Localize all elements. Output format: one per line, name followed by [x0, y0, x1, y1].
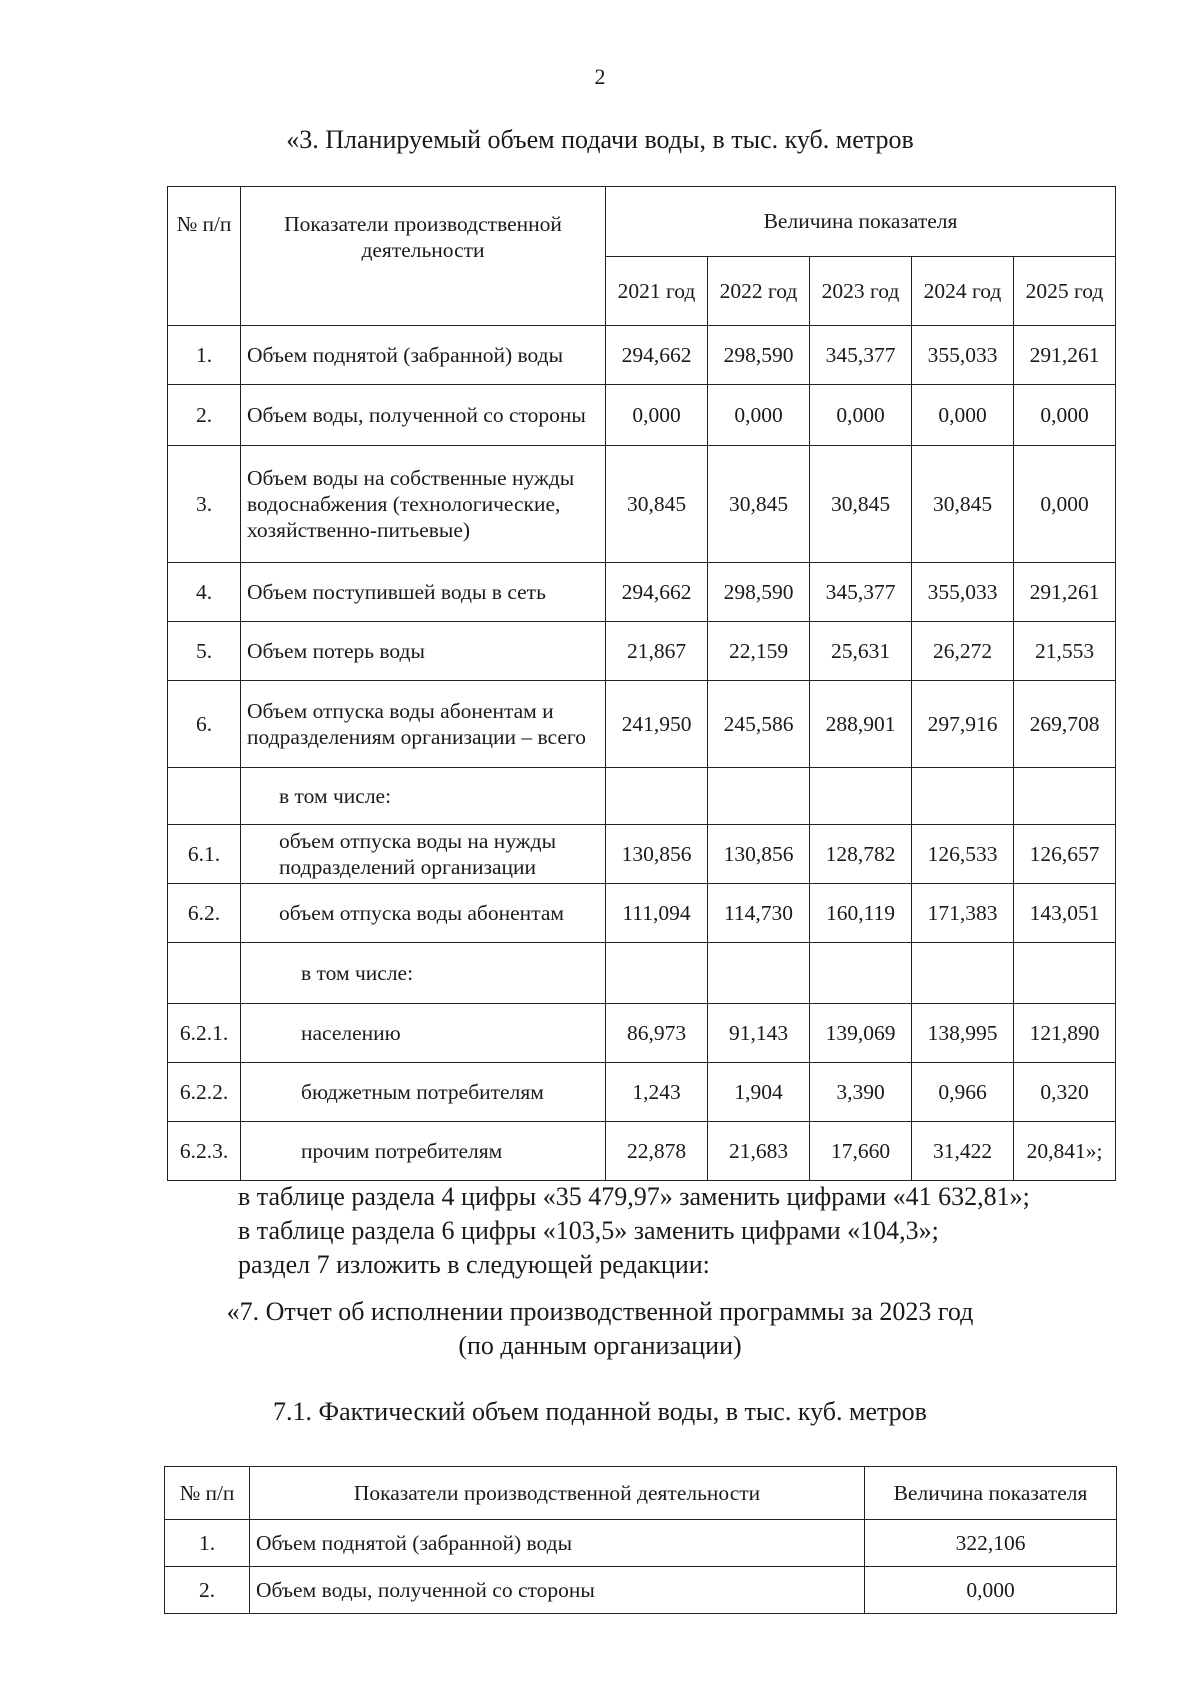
row-value: 269,708	[1014, 681, 1116, 768]
row-value: 22,159	[708, 622, 810, 681]
row-value: 130,856	[708, 825, 810, 884]
row-label: Объем потерь воды	[241, 622, 606, 681]
row-value	[1014, 943, 1116, 1004]
row-value: 143,051	[1014, 884, 1116, 943]
table-row	[168, 446, 1116, 563]
table-row	[168, 1004, 1116, 1063]
row-num: 6.2.1.	[168, 1004, 241, 1063]
row-value: 1,243	[606, 1063, 708, 1122]
row-label: в том числе:	[241, 943, 606, 1004]
row-label: Объем отпуска воды абонентам и подразделениям организации – всего	[241, 681, 606, 768]
row-value: 86,973	[606, 1004, 708, 1063]
row-value	[810, 768, 912, 825]
table-row	[168, 1122, 1116, 1181]
row-value: 0,000	[708, 385, 810, 446]
row-value: 298,590	[708, 563, 810, 622]
row-value: 345,377	[810, 326, 912, 385]
row-value: 22,878	[606, 1122, 708, 1181]
section-7-subtitle: (по данным организации)	[458, 1331, 742, 1360]
row-value: 139,069	[810, 1004, 912, 1063]
row-value: 0,000	[912, 385, 1014, 446]
actual-water-volume-table	[164, 1466, 1117, 1614]
header-indicator: Показатели производственной деятельности	[241, 187, 606, 326]
row-value: 21,553	[1014, 622, 1116, 681]
year-header: 2023 год	[810, 256, 912, 326]
row-value: 288,901	[810, 681, 912, 768]
row-label: объем отпуска воды абонентам	[241, 884, 606, 943]
row-value: 121,890	[1014, 1004, 1116, 1063]
table-row	[168, 943, 1116, 1004]
row-value: 21,867	[606, 622, 708, 681]
row-label: Объем поднятой (забранной) воды	[250, 1520, 865, 1567]
row-label: Объем поступившей воды в сеть	[241, 563, 606, 622]
row-label: Объем воды, полученной со стороны	[241, 385, 606, 446]
row-label: населению	[241, 1004, 606, 1063]
row-value: 298,590	[708, 326, 810, 385]
row-value: 294,662	[606, 326, 708, 385]
row-value: 0,000	[606, 385, 708, 446]
table-row	[168, 681, 1116, 768]
row-num: 3.	[168, 446, 241, 563]
row-value	[912, 943, 1014, 1004]
row-num: 2.	[165, 1567, 250, 1614]
row-value: 91,143	[708, 1004, 810, 1063]
row-value: 322,106	[865, 1520, 1117, 1567]
header-num: № п/п	[165, 1467, 250, 1520]
row-num: 1.	[165, 1520, 250, 1567]
section-3-title: «3. Планируемый объем подачи воды, в тыс. куб. метров	[286, 125, 914, 154]
row-num	[168, 943, 241, 1004]
row-value: 355,033	[912, 326, 1014, 385]
table-row	[168, 768, 1116, 825]
row-num: 6.	[168, 681, 241, 768]
row-value: 0,000	[1014, 385, 1116, 446]
table-row	[168, 825, 1116, 884]
paragraph: раздел 7 изложить в следующей редакции:	[238, 1250, 710, 1279]
row-num: 1.	[168, 326, 241, 385]
table-row	[168, 385, 1116, 446]
amendment-paragraphs	[238, 1180, 1030, 1282]
header-num: № п/п	[168, 187, 241, 326]
row-value: 3,390	[810, 1063, 912, 1122]
row-value: 160,119	[810, 884, 912, 943]
row-num: 5.	[168, 622, 241, 681]
row-label: прочим потребителям	[241, 1122, 606, 1181]
year-header: 2022 год	[708, 256, 810, 326]
year-header: 2025 год	[1014, 256, 1116, 326]
row-value	[708, 943, 810, 1004]
year-header: 2021 год	[606, 256, 708, 326]
row-value: 355,033	[912, 563, 1014, 622]
row-value: 30,845	[810, 446, 912, 563]
row-label: в том числе:	[241, 768, 606, 825]
row-num: 6.2.	[168, 884, 241, 943]
row-label: Объем воды на собственные нужды водоснабжения (технологические, хозяйственно-питьевые)	[241, 446, 606, 563]
row-value: 31,422	[912, 1122, 1014, 1181]
row-value: 297,916	[912, 681, 1014, 768]
planned-water-volume-table	[167, 186, 1116, 1181]
year-header: 2024 год	[912, 256, 1014, 326]
row-value: 30,845	[708, 446, 810, 563]
row-value	[606, 943, 708, 1004]
section-7-title: «7. Отчет об исполнении производственной программы за 2023 год	[226, 1297, 974, 1326]
row-value: 25,631	[810, 622, 912, 681]
section-7-1-title: 7.1. Фактический объем поданной воды, в тыс. куб. метров	[273, 1397, 927, 1426]
row-value: 291,261	[1014, 563, 1116, 622]
row-value: 294,662	[606, 563, 708, 622]
row-value	[912, 768, 1014, 825]
row-value: 0,320	[1014, 1063, 1116, 1122]
row-value: 26,272	[912, 622, 1014, 681]
header-value: Величина показателя	[606, 187, 1116, 257]
row-value	[810, 943, 912, 1004]
header-indicator: Показатели производственной деятельности	[250, 1467, 865, 1520]
row-value: 17,660	[810, 1122, 912, 1181]
paragraph: в таблице раздела 4 цифры «35 479,97» заменить цифрами «41 632,81»;	[238, 1182, 1030, 1211]
row-value: 171,383	[912, 884, 1014, 943]
row-value: 21,683	[708, 1122, 810, 1181]
row-value: 1,904	[708, 1063, 810, 1122]
row-value: 0,000	[810, 385, 912, 446]
row-value: 128,782	[810, 825, 912, 884]
table-row	[168, 1063, 1116, 1122]
row-num: 6.2.3.	[168, 1122, 241, 1181]
row-value: 130,856	[606, 825, 708, 884]
row-num: 6.2.2.	[168, 1063, 241, 1122]
row-value: 0,000	[865, 1567, 1117, 1614]
row-value	[1014, 768, 1116, 825]
row-num	[168, 768, 241, 825]
row-value: 126,533	[912, 825, 1014, 884]
row-value: 111,094	[606, 884, 708, 943]
row-value: 114,730	[708, 884, 810, 943]
row-value: 30,845	[606, 446, 708, 563]
paragraph: в таблице раздела 6 цифры «103,5» заменить цифрами «104,3»;	[238, 1216, 939, 1245]
page-number: 2	[594, 64, 606, 89]
row-value: 138,995	[912, 1004, 1014, 1063]
row-num: 2.	[168, 385, 241, 446]
row-num: 4.	[168, 563, 241, 622]
header-value: Величина показателя	[865, 1467, 1117, 1520]
row-value: 0,966	[912, 1063, 1014, 1122]
row-value: 245,586	[708, 681, 810, 768]
table-row	[168, 622, 1116, 681]
table-row	[168, 326, 1116, 385]
row-value: 345,377	[810, 563, 912, 622]
row-value: 30,845	[912, 446, 1014, 563]
row-value: 126,657	[1014, 825, 1116, 884]
table-row	[168, 884, 1116, 943]
row-label: Объем воды, полученной со стороны	[250, 1567, 865, 1614]
row-value	[606, 768, 708, 825]
table-row	[168, 563, 1116, 622]
row-num: 6.1.	[168, 825, 241, 884]
row-value: 0,000	[1014, 446, 1116, 563]
row-label: объем отпуска воды на нужды подразделений организации	[241, 825, 606, 884]
row-value: 20,841»;	[1014, 1122, 1116, 1181]
row-label: Объем поднятой (забранной) воды	[241, 326, 606, 385]
row-label: бюджетным потребителям	[241, 1063, 606, 1122]
row-value: 291,261	[1014, 326, 1116, 385]
row-value	[708, 768, 810, 825]
row-value: 241,950	[606, 681, 708, 768]
